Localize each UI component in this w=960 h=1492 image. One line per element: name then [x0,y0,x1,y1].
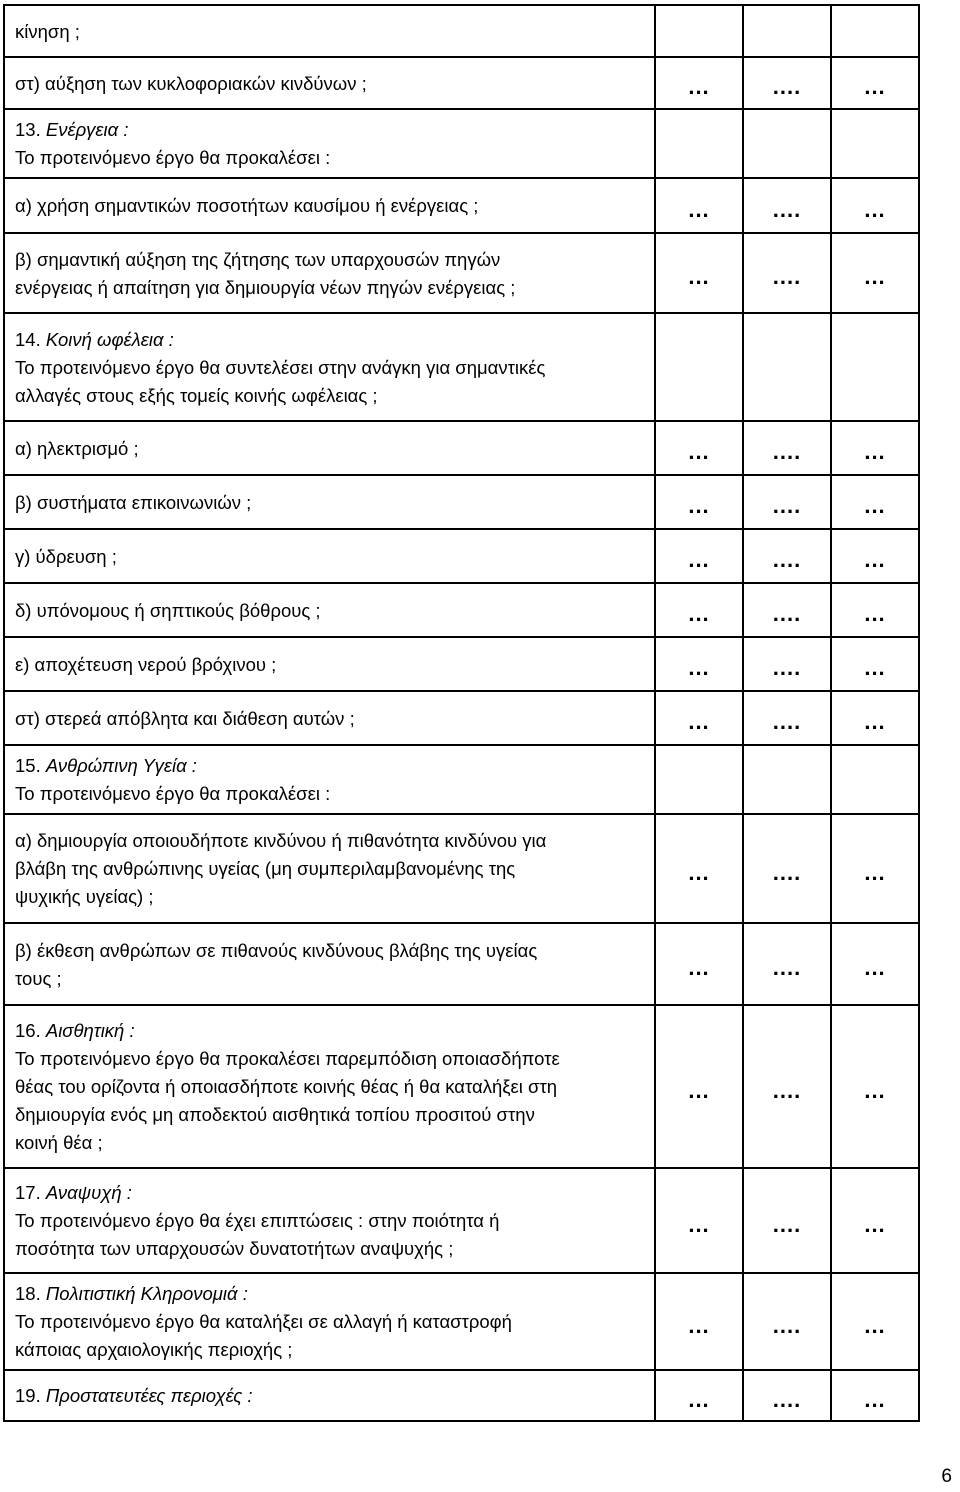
table-row [4,637,919,691]
question-text: βλάβη της ανθρώπινης υγείας (μη συμπεριλαμβανομένης της [15,858,516,879]
answer-cell-3: ... [831,923,919,1005]
section-number: 13. [15,119,41,140]
answer-cell-2: .... [743,814,831,923]
question-text: στ) αύξηση των κυκλοφοριακών κινδύνων ; [15,72,367,94]
table-row [4,691,919,745]
question-text: α) ηλεκτρισμό ; [15,437,139,459]
question-text: ψυχικής υγείας) ; [15,886,154,907]
question-text: β) σημαντική αύξηση της ζήτησης των υπαρχουσών πηγών [15,248,501,270]
question-cell [4,178,655,233]
answer-cell-1 [655,5,743,57]
answer-cell-3: ... [831,57,919,109]
question-text: αλλαγές στους εξής τομείς κοινής ωφέλειας ; [15,384,378,406]
answer-cell-3: ... [831,233,919,313]
answer-cell-2 [743,745,831,814]
table-row [4,1168,919,1273]
table-row [4,57,919,109]
section-title: Ενέργεια : [45,119,129,140]
answer-cell-2 [743,109,831,178]
answer-cell-2 [743,313,831,421]
answer-cell-2: .... [743,1273,831,1370]
answer-cell-3 [831,5,919,57]
question-text: α) δημιουργία οποιουδήποτε κινδύνου ή πιθανότητα κινδύνου για [15,830,547,851]
question-cell [4,1005,655,1168]
answer-cell-2: .... [743,529,831,583]
section-number: 18. [15,1283,41,1304]
answer-cell-1: ... [655,1273,743,1370]
answer-cell-3 [831,313,919,421]
question-text: στ) στερεά απόβλητα και διάθεση αυτών ; [15,707,355,729]
table-row [4,745,919,814]
section-heading [15,752,644,780]
table-row [4,178,919,233]
question-text: Το προτεινόμενο έργο θα προκαλέσει : [15,147,331,168]
answer-cell-3: ... [831,1273,919,1370]
section-heading [15,1017,644,1045]
answer-cell-3: ... [831,1168,919,1273]
question-cell [4,109,655,178]
answer-cell-3: ... [831,1370,919,1421]
question-text: θέας του ορίζοντα ή οποιασδήποτε κοινής θέας ή θα καταλήξει στη [15,1076,558,1097]
section-heading [15,116,644,144]
table-row [4,583,919,637]
answer-cell-3: ... [831,529,919,583]
question-text: κάποιας αρχαιολογικής περιοχής ; [15,1339,293,1360]
section-heading [15,326,644,354]
answer-cell-1 [655,745,743,814]
answer-cell-3: ... [831,1005,919,1168]
table-row [4,529,919,583]
answer-cell-1: ... [655,529,743,583]
question-cell [4,1273,655,1370]
table-row [4,1370,919,1421]
section-number: 19. [15,1385,41,1406]
question-text: Το προτεινόμενο έργο θα έχει επιπτώσεις : στην ποιότητα ή [15,1210,500,1231]
answer-cell-2: .... [743,233,831,313]
question-cell [4,923,655,1005]
table-row [4,421,919,475]
answer-cell-3 [831,745,919,814]
answer-cell-1: ... [655,233,743,313]
answer-cell-3: ... [831,814,919,923]
question-text: δ) υπόνομους ή σηπτικούς βόθρους ; [15,599,321,621]
questionnaire-table [3,4,920,1422]
answer-cell-1: ... [655,814,743,923]
answer-cell-2: .... [743,421,831,475]
questionnaire-body [4,5,919,1421]
answer-cell-2: .... [743,475,831,529]
answer-cell-3: ... [831,637,919,691]
table-row [4,1005,919,1168]
table-row [4,5,919,57]
section-number: 15. [15,755,41,776]
question-text: τους ; [15,967,62,989]
answer-cell-3: ... [831,475,919,529]
table-row [4,1273,919,1370]
answer-cell-1: ... [655,475,743,529]
question-text: γ) ύδρευση ; [15,545,117,567]
table-row [4,109,919,178]
question-text: δημιουργία ενός μη αποδεκτού αισθητικά τοπίου προσιτού στην [15,1104,535,1125]
answer-cell-2: .... [743,637,831,691]
answer-cell-3: ... [831,691,919,745]
section-heading [15,1382,644,1410]
answer-cell-1: ... [655,691,743,745]
answer-cell-2: .... [743,1370,831,1421]
question-cell [4,691,655,745]
question-cell [4,233,655,313]
question-cell [4,475,655,529]
answer-cell-1: ... [655,637,743,691]
answer-cell-2: .... [743,57,831,109]
question-cell [4,57,655,109]
question-cell [4,529,655,583]
answer-cell-2 [743,5,831,57]
table-row [4,923,919,1005]
section-title: Αναψυχή : [45,1182,132,1203]
question-cell [4,637,655,691]
answer-cell-1: ... [655,1370,743,1421]
question-text: Το προτεινόμενο έργο θα προκαλέσει παρεμπόδιση οποιασδήποτε [15,1048,560,1069]
answer-cell-1: ... [655,178,743,233]
answer-cell-1 [655,109,743,178]
question-text: Το προτεινόμενο έργο θα προκαλέσει : [15,783,331,804]
question-text: Το προτεινόμενο έργο θα συντελέσει στην ανάγκη για σημαντικές [15,356,546,378]
question-text: ενέργειας ή απαίτηση για δημιουργία νέων πηγών ενέργειας ; [15,276,516,298]
section-number: 14. [15,328,41,350]
section-title: Προστατευτέες περιοχές : [45,1385,253,1406]
answer-cell-3 [831,109,919,178]
table-row [4,475,919,529]
question-cell [4,313,655,421]
question-cell [4,745,655,814]
table-row [4,814,919,923]
answer-cell-3: ... [831,178,919,233]
section-heading [15,1280,644,1308]
question-text: α) χρήση σημαντικών ποσοτήτων καυσίμου ή ενέργειας ; [15,195,479,216]
section-title: Πολιτιστική Κληρονομιά : [45,1283,248,1304]
answer-cell-2: .... [743,923,831,1005]
section-title: Ανθρώπινη Υγεία : [45,755,197,776]
answer-cell-1: ... [655,583,743,637]
answer-cell-1: ... [655,421,743,475]
question-cell [4,421,655,475]
question-text: κίνηση ; [15,20,80,42]
question-text: β) έκθεση ανθρώπων σε πιθανούς κινδύνους βλάβης της υγείας [15,939,538,961]
answer-cell-1 [655,313,743,421]
section-number: 16. [15,1020,41,1041]
question-cell [4,5,655,57]
table-row [4,233,919,313]
answer-cell-3: ... [831,583,919,637]
answer-cell-2: .... [743,691,831,745]
table-row [4,313,919,421]
question-text: κοινή θέα ; [15,1132,103,1153]
question-cell [4,583,655,637]
question-text: ποσότητα των υπαρχουσών δυνατοτήτων αναψυχής ; [15,1238,454,1259]
question-cell [4,1370,655,1421]
question-text: Το προτεινόμενο έργο θα καταλήξει σε αλλαγή ή καταστροφή [15,1311,512,1332]
answer-cell-2: .... [743,583,831,637]
answer-cell-1: ... [655,923,743,1005]
page-number: 6 [941,1466,952,1487]
section-number: 17. [15,1182,41,1203]
section-title: Αισθητική : [45,1020,135,1041]
question-text: ε) αποχέτευση νερού βρόχινου ; [15,653,277,675]
answer-cell-1: ... [655,1168,743,1273]
question-cell [4,1168,655,1273]
answer-cell-2: .... [743,1005,831,1168]
section-heading [15,1179,644,1207]
answer-cell-1: ... [655,57,743,109]
answer-cell-2: .... [743,178,831,233]
question-text: β) συστήματα επικοινωνιών ; [15,491,252,513]
section-title: Κοινή ωφέλεια : [45,328,174,350]
answer-cell-3: ... [831,421,919,475]
answer-cell-1: ... [655,1005,743,1168]
question-cell [4,814,655,923]
answer-cell-2: .... [743,1168,831,1273]
